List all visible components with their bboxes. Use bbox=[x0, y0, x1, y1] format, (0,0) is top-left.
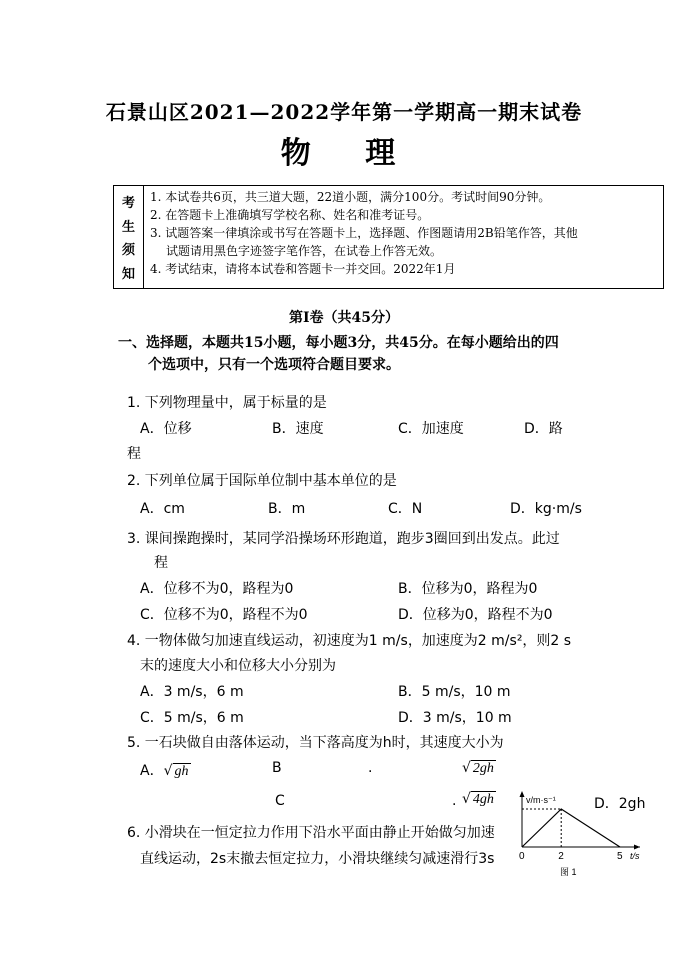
notice-items bbox=[150, 188, 662, 278]
velocity-series-line bbox=[522, 809, 620, 847]
figure-caption: 图 1 bbox=[560, 867, 577, 877]
q3-option-b: B．位移为0，路程为0 bbox=[398, 581, 538, 597]
q3-option-c: C．位移不为0，路程不为0 bbox=[140, 607, 308, 623]
question-5-stem: 5. 一石块做自由落体运动，当下落高度为h时，其速度大小为 bbox=[127, 735, 504, 751]
notice-label-char: 须 bbox=[121, 243, 135, 259]
y-axis-arrow bbox=[520, 791, 525, 797]
x-axis-arrow bbox=[634, 845, 640, 850]
notice-item: 1. 本试卷共6页，共三道大题，22道小题，满分100分。考试时间90分钟。 bbox=[150, 190, 551, 204]
q1-option-c: C．加速度 bbox=[398, 421, 464, 437]
q3-option-d: D．位移为0，路程不为0 bbox=[398, 607, 553, 623]
q5-option-a: A．√ gh bbox=[140, 763, 189, 779]
q5-option-c-expr: √ 4gh bbox=[462, 791, 494, 807]
q5-dot: . bbox=[452, 793, 457, 809]
question-3-stem-wrap: 程 bbox=[154, 555, 168, 571]
x-tick-label: 0 bbox=[519, 851, 525, 862]
q2-option-c: C．N bbox=[388, 501, 423, 517]
x-tick-label: 2 bbox=[558, 851, 564, 862]
q4-option-b: B．5 m/s，10 m bbox=[398, 684, 511, 700]
q5-option-c-label: C bbox=[275, 793, 285, 809]
notice-item: 试题请用黑色字迹签字笔作答，在试卷上作答无效。 bbox=[166, 244, 443, 258]
question-6-stem: 6. 小滑块在一恒定拉力作用下沿水平面由静止开始做匀加速 bbox=[127, 825, 495, 841]
q3-option-a: A．位移不为0，路程为0 bbox=[140, 581, 294, 597]
part-instructions-line2: 个选项中，只有一个选项符合题目要求。 bbox=[148, 357, 400, 373]
section-title: 第Ⅰ卷（共45分） bbox=[288, 310, 400, 326]
x-tick-label: 5 bbox=[617, 851, 623, 862]
x-axis-label: t/s bbox=[630, 851, 640, 861]
q5-dot: . bbox=[368, 760, 373, 776]
question-1-stem: 1. 下列物理量中，属于标量的是 bbox=[127, 395, 327, 411]
notice-label-char: 考 bbox=[121, 196, 135, 212]
q5-option-a-label: A． bbox=[140, 763, 164, 779]
q5-option-b-label: B bbox=[272, 760, 282, 776]
question-4-stem: 4. 一物体做匀加速直线运动，初速度为1 m/s，加速度为2 m/s²，则2 s bbox=[127, 633, 572, 649]
q1-option-a: A．位移 bbox=[140, 421, 192, 437]
notice-label bbox=[114, 186, 144, 288]
exam-title: 石景山区2021—2022学年第一学期高一期末试卷 bbox=[105, 100, 583, 124]
subject-title: 物 理 bbox=[280, 136, 418, 171]
q2-option-a: A．cm bbox=[140, 501, 185, 517]
graph-marks bbox=[522, 809, 620, 847]
y-axis-label: v/m·s⁻¹ bbox=[526, 795, 556, 805]
exam-notice-box bbox=[113, 185, 664, 289]
question-3-stem: 3. 课间操跑操时，某同学沿操场环形跑道，跑步3圈回到出发点。此过 bbox=[127, 531, 560, 547]
q4-option-c: C．5 m/s，6 m bbox=[140, 710, 244, 726]
q2-option-b: B．m bbox=[268, 501, 306, 517]
question-4-stem-wrap: 末的速度大小和位移大小分别为 bbox=[140, 658, 336, 674]
q4-option-a: A．3 m/s，6 m bbox=[140, 684, 244, 700]
q1-option-b: B．速度 bbox=[272, 421, 324, 437]
q5-option-b-expr: √ 2gh bbox=[462, 760, 494, 776]
notice-label-char: 知 bbox=[121, 266, 135, 282]
q5-option-a-expr: gh bbox=[174, 764, 189, 779]
q2-option-d: D．kg·m/s bbox=[510, 501, 582, 517]
q1-option-d: D．路 bbox=[524, 421, 563, 437]
question-6-stem-wrap: 直线运动，2s末撤去恒定拉力，小滑块继续匀减速滑行3s bbox=[140, 851, 495, 867]
q1-option-d-wrap: 程 bbox=[127, 446, 141, 462]
q4-option-d: D．3 m/s，10 m bbox=[398, 710, 512, 726]
notice-item: 2. 在答题卡上准确填写学校名称、姓名和准考证号。 bbox=[150, 208, 430, 222]
part-instructions-line1: 一、选择题，本题共15小题，每小题3分，共45分。在每小题给出的四 bbox=[118, 335, 559, 351]
notice-item: 3. 试题答案一律填涂或书写在答题卡上，选择题、作图题请用2B铅笔作答，其他 bbox=[150, 226, 578, 240]
notice-item: 4. 考试结束，请将本试卷和答题卡一并交回。2022年1月 bbox=[150, 262, 456, 276]
figure-1-vt-graph bbox=[508, 785, 648, 880]
q5-option-d: D．2gh bbox=[594, 796, 646, 812]
notice-label-char: 生 bbox=[121, 219, 135, 235]
question-2-stem: 2. 下列单位属于国际单位制中基本单位的是 bbox=[127, 473, 397, 489]
